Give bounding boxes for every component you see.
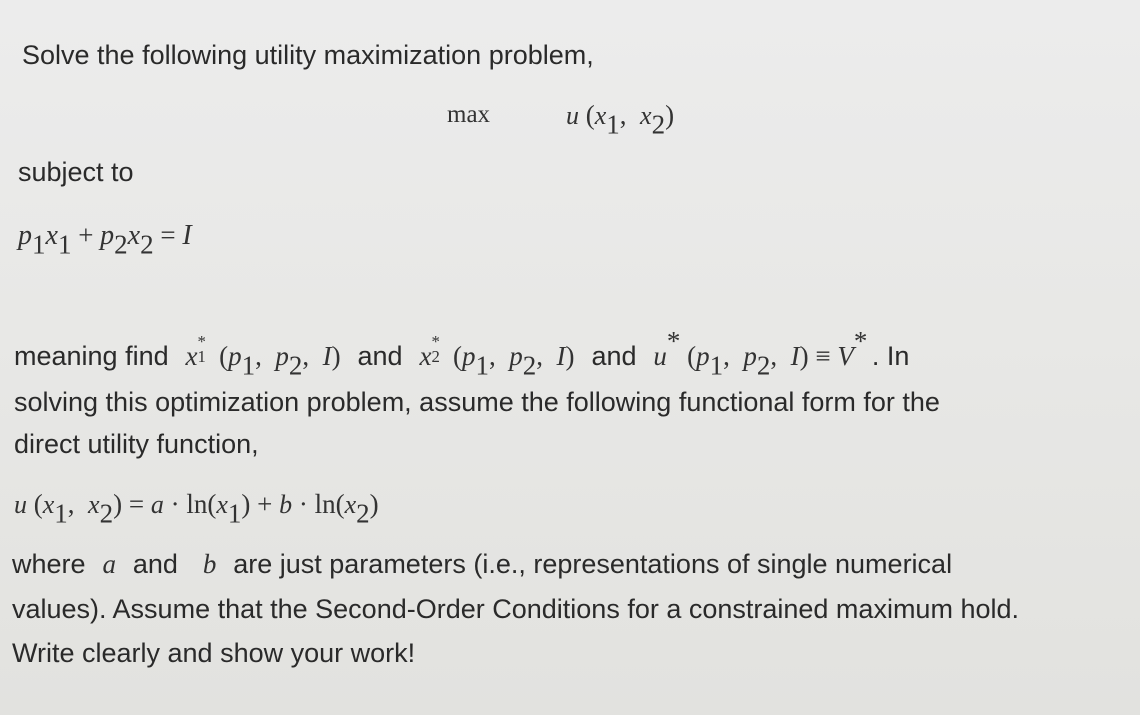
where-line: where a and b are just parameters (i.e., representations of single numerical — [12, 549, 953, 579]
u-star: u* ($p_1$, $p_2$, I) ≡ V* — [653, 326, 868, 381]
objective-line — [447, 101, 490, 129]
budget-constraint: $p_1x_1 + p_2x_2 = I$ — [18, 220, 192, 260]
subject-to-label: subject to — [18, 157, 134, 187]
paragraph-line-3: direct utility function, — [14, 429, 259, 459]
closing-line-1: values). Assume that the Second-Order Conditions for a constrained maximum hold. — [12, 594, 1019, 624]
intro-text: Solve the following utility maximization problem, — [22, 40, 594, 70]
closing-line-2: Write clearly and show your work! — [12, 638, 416, 668]
max-operator: max — [447, 101, 491, 128]
x1-star: x * 1 ($p_1$, $p_2$, I) — [185, 332, 341, 381]
paragraph-line-2: solving this optimization problem, assume the following functional form for the — [14, 387, 940, 417]
meaning-line: meaning find x * 1 ($p_1$, $p_2$, I) and x * 2 ($p_1$, $p_2$, I) and u* ($p_1$, $p_2$, I) ≡ V* . In — [14, 326, 910, 381]
utility-function: u ($x_1$, $x_2) = a \cdot \ln(x_1) + b \cdot \ln(x_2)$ — [14, 489, 379, 529]
objective-function: u ($x_1$, $x_2$) — [566, 100, 675, 140]
x2-star: x * 2 ($p_1$, $p_2$, I) — [419, 332, 575, 381]
